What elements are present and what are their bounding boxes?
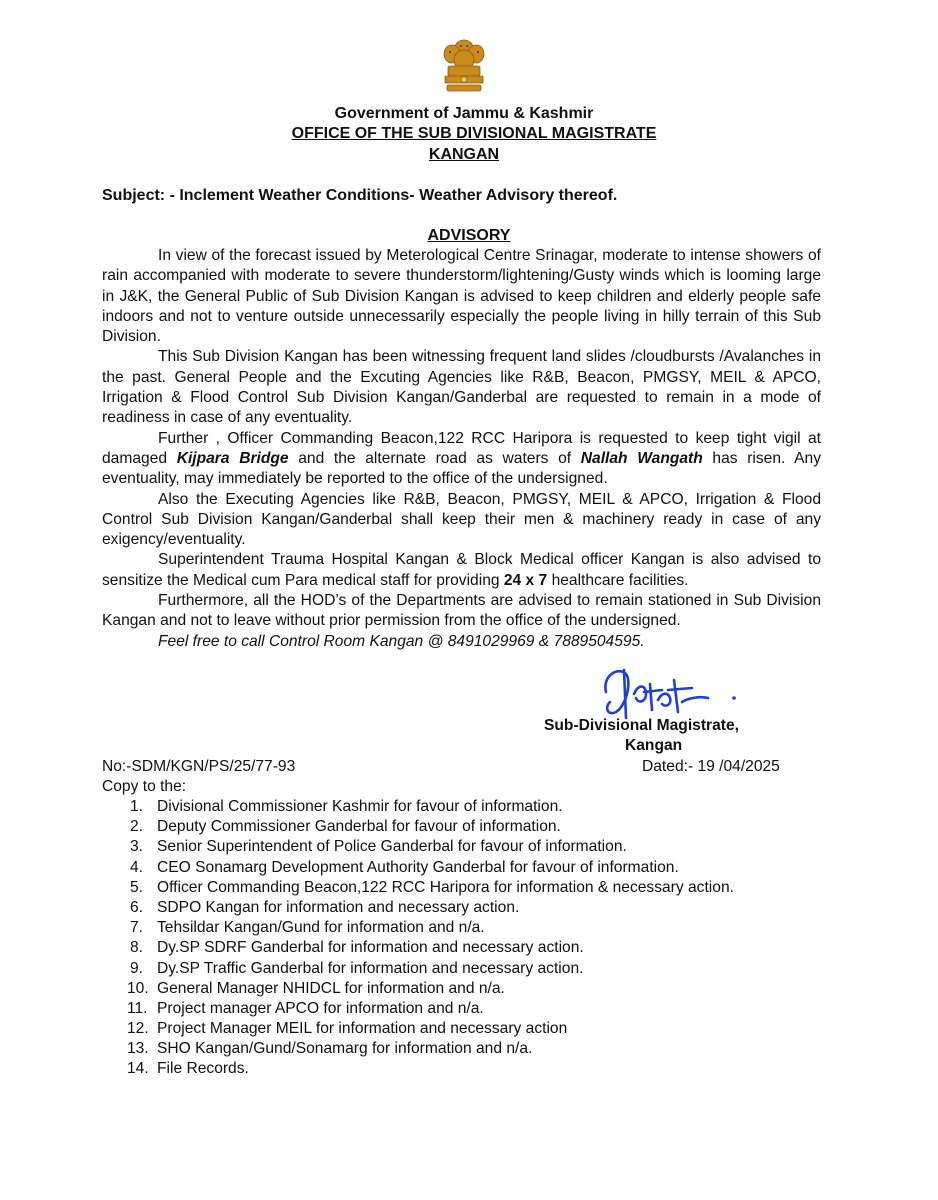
list-item: 13. SHO Kangan/Gund/Sonamarg for information and n/a.: [127, 1040, 533, 1058]
signatory-place: Kangan: [625, 737, 683, 754]
paragraph-hod: Furthermore, all the HOD’s of the Departments are advised to remain stationed in Sub Division Kangan and not to leave without prior permission from the office of the undersigned.: [102, 592, 821, 630]
paragraph-landslides: This Sub Division Kangan has been witnessing frequent land slides /cloudbursts /Avalanches in the past. General People and the Excuting Agencies like R&B, Beacon, PMGSY, MEIL & APCO, Irrigation & Flood Control Sub Division Kangan/Ganderbal are requested to remain in a mode of readiness in case of any eventuality.: [102, 348, 821, 427]
copy-to-label: Copy to the:: [102, 778, 187, 795]
list-item: 3. Senior Superintendent of Police Ganderbal for favour of information.: [130, 838, 627, 856]
list-item: 12. Project Manager MEIL for information and necessary action: [127, 1020, 568, 1038]
list-item: 7. Tehsildar Kangan/Gund for information and n/a.: [130, 919, 485, 937]
control-room-contact: Feel free to call Control Room Kangan @ 8491029969 & 7889504595.: [158, 632, 645, 650]
paragraph-hospital: Superintendent Trauma Hospital Kangan & Block Medical officer Kangan is also advised to sensitize the Medical cum Para medical staff for providing 24 x 7 healthcare facilities.: [102, 551, 821, 589]
list-item: 2. Deputy Commissioner Ganderbal for favour of information.: [130, 818, 561, 836]
list-item: 1. Divisional Commissioner Kashmir for favour of information.: [130, 798, 563, 815]
paragraph-agencies: Also the Executing Agencies like R&B, Beacon, PMGSY, MEIL & APCO, Irrigation & Flood Control Sub Division Kangan/Ganderbal shall keep their men & machinery ready in case of any exigency/eventuality.: [102, 490, 821, 549]
signatory-title: Sub-Divisional Magistrate,: [544, 717, 739, 734]
list-item: 5. Officer Commanding Beacon,122 RCC Haripora for information & necessary action.: [130, 878, 734, 896]
office-heading: OFFICE OF THE SUB DIVISIONAL MAGISTRATE: [291, 125, 657, 142]
list-item: 10. General Manager NHIDCL for information and n/a.: [127, 979, 505, 997]
national-emblem-icon: [435, 38, 493, 100]
govt-heading: Government of Jammu & Kashmir: [334, 105, 594, 122]
advisory-title: ADVISORY: [427, 227, 511, 244]
handwritten-signature: [596, 662, 746, 724]
paragraph-forecast: In view of the forecast issued by Meterological Centre Srinagar, moderate to intense showers of rain accompanied with moderate to severe thunderstorm/lightening/Gusty winds which is looming large in J&K, the General Public of Sub Division Kangan is advised to keep children and elderly people safe indoors and not to venture outside unnecessarily especially the people living in hilly terrain of this Sub Division.: [102, 247, 821, 346]
subject-line: Subject: - Inclement Weather Conditions- Weather Advisory thereof.: [102, 187, 618, 204]
reference-date: Dated:- 19 /04/2025: [642, 758, 780, 775]
copy-to-list: [127, 797, 734, 1080]
list-item: 14. File Records.: [127, 1060, 249, 1078]
reference-number: No:-SDM/KGN/PS/25/77-93: [102, 758, 296, 775]
kijpara-bridge-emphasis: Kijpara Bridge: [176, 449, 289, 467]
nallah-wangath-emphasis: Nallah Wangath: [580, 449, 703, 467]
advisory-body: [102, 246, 821, 652]
office-location: KANGAN: [428, 146, 500, 163]
list-item: 11. Project manager APCO for information and n/a.: [127, 999, 484, 1017]
list-item: 6. SDPO Kangan for information and necessary action.: [130, 898, 520, 916]
list-item: 4. CEO Sonamarg Development Authority Ganderbal for favour of information.: [130, 858, 679, 876]
list-item: 8. Dy.SP SDRF Ganderbal for information and necessary action.: [130, 939, 584, 957]
list-item: 9. Dy.SP Traffic Ganderbal for information and necessary action.: [130, 959, 584, 977]
healthcare-hours-emphasis: 24 x 7: [503, 571, 548, 589]
paragraph-beacon: Further , Officer Commanding Beacon,122 RCC Haripora is requested to keep tight vigil at damaged Kijpara Bridge and the alternate road as waters of Nallah Wangath has risen. Any eventuality, may immediately be reported to the office of the undersigned.: [102, 429, 822, 488]
